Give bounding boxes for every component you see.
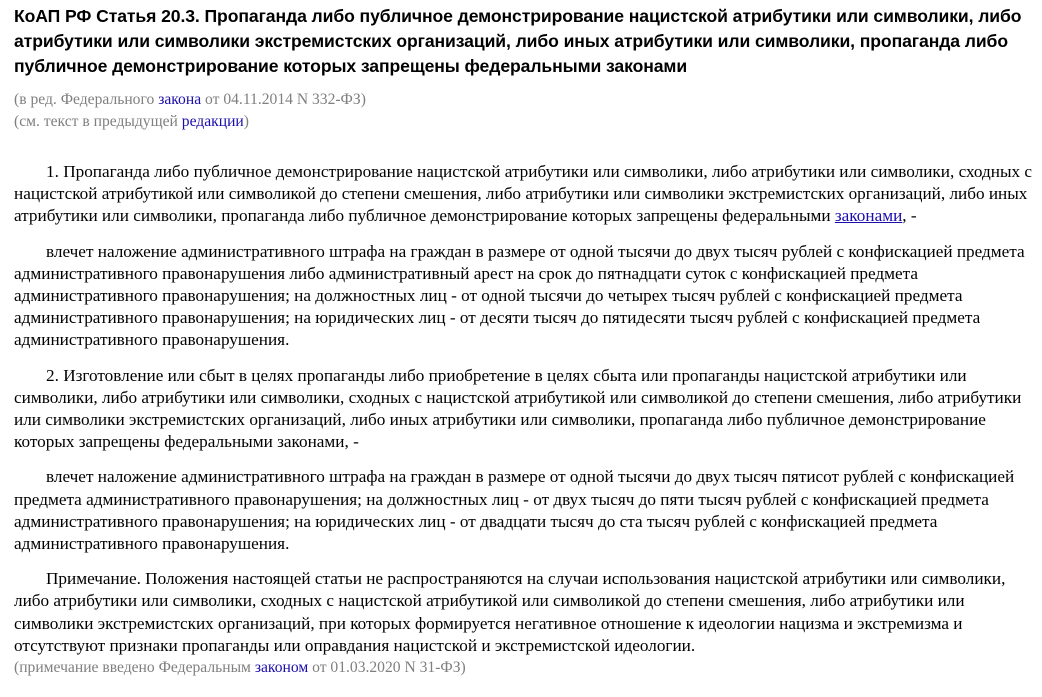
previous-edition-link[interactable]: редакции bbox=[181, 113, 244, 130]
article-body bbox=[14, 161, 1034, 657]
note-footer-suffix: от 01.03.2020 N 31-ФЗ) bbox=[308, 659, 466, 677]
edition-info bbox=[14, 89, 1034, 133]
paragraph-1-tail: , - bbox=[902, 206, 917, 226]
paragraph-1-text: 1. Пропаганда либо публичное демонстрирование нацистской атрибутики или символики, либо атрибутики или символики, сходных с нацистской атрибутикой или символикой до степени смешения, либо атрибутики или символики экстремистских организаций, либо иных атрибутики или символики, пропаганда либо публичное демонстрирование которых запрещены федеральными bbox=[14, 162, 1033, 226]
edition-line-1-prefix: (в ред. Федерального bbox=[14, 91, 159, 108]
note-law-link[interactable]: законом bbox=[254, 659, 309, 677]
paragraph-2: 2. Изготовление или сбыт в целях пропаганды либо приобретение в целях сбыта или пропаганды нацистской атрибутики или символики, либо атрибутики или символики, сходных с нацистской атрибутикой или символикой до степени смешения, либо атрибутики или символики экстремистских организаций, либо иных атрибутики или символики, пропаганда либо публичное демонстрирование которых запрещены федеральными законами, - bbox=[14, 365, 1022, 452]
paragraph-1 bbox=[14, 161, 1034, 228]
paragraph-2-sanction: влечет наложение административного штрафа на граждан в размере от одной тысячи до двух тысяч пятисот рублей с конфискацией предмета административного правонарушения; на должностных лиц - от двух тысяч до пяти тысяч рублей с конфискацией предмета административного правонарушения; на юридических лиц - от двадцати тысяч до ста тысяч рублей с конфискацией предмета административного правонарушения. bbox=[14, 467, 1015, 554]
edition-line-2-suffix: ) bbox=[243, 113, 249, 130]
document-page bbox=[14, 0, 1034, 679]
federal-laws-link[interactable]: законами bbox=[834, 206, 903, 226]
paragraph-1-sanction: влечет наложение административного штрафа на граждан в размере от одной тысячи до двух тысяч рублей с конфискацией предмета административного правонарушения либо административный арест на срок до пятнадцати суток с конфискацией предмета административного правонарушения; на должностных лиц - от одной тысячи до четырех тысяч рублей с конфискацией предмета административного правонарушения; на юридических лиц - от десяти тысяч до пятидесяти тысяч рублей с конфискацией предмета административного правонарушения. bbox=[14, 241, 1025, 350]
note-paragraph: Примечание. Положения настоящей статьи не распространяются на случаи использования нацистской атрибутики или символики, либо атрибутики или символики, сходных с нацистской атрибутикой или символикой до степени смешения, либо атрибутики или символики экстремистских организаций, при которых формируется негативное отношение к идеологии нацизма и экстремизма и отсутствуют признаки пропаганды или оправдания нацистской и экстремистской идеологии. bbox=[14, 569, 1006, 655]
note-footer-prefix: (примечание введено Федеральным bbox=[14, 659, 255, 677]
edition-line-1-suffix: от 04.11.2014 N 332-ФЗ) bbox=[201, 91, 366, 108]
edition-line-2-prefix: (см. текст в предыдущей bbox=[14, 113, 182, 130]
edition-line-2 bbox=[14, 111, 1034, 133]
law-link[interactable]: закона bbox=[158, 91, 202, 108]
note-footer bbox=[14, 657, 1034, 679]
article-title: КоАП РФ Статья 20.3. Пропаганда либо публичное демонстрирование нацистской атрибутики или символики, либо атрибутики или символики экстремистских организаций, либо иных атрибутики или символики, пропаганда либо публичное демонстрирование которых запрещены федеральными законами bbox=[14, 6, 1022, 76]
edition-line-1 bbox=[14, 89, 1034, 111]
